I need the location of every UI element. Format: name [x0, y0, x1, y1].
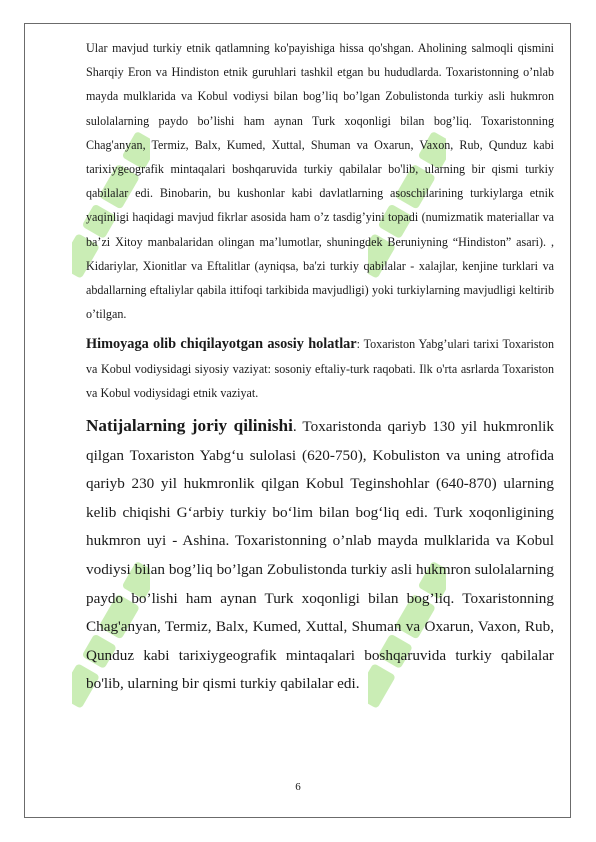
document-body: [86, 36, 554, 699]
paragraph-1: Ular mavjud turkiy etnik qatlamning ko'payishiga hissa qo'shgan. Aholining salmoqli qismini Sharqiy Eron va Hindiston etnik guruhlari tashkil etgan bu hududlarda. Toxaristonning o’nlab mayda mulklarida va Kobul vodiysi bilan bog’liq bo’lgan Zobulistonda turkiy asli hukmron sulolalarning paydo bo’lishi ham aynan Turk xoqonligi bilan bog’liq. Toxaristonning Chag'anyan, Termiz, Balx, Kumed, Xuttal, Shuman va Oxarun, Vaxon, Rub, Qunduz kabi tarixiygeografik mintaqalari boshqaruvida turkiy qabilalar bo'lib, ularning bir qismi turkiy qabilalar edi. Binobarin, bu kushonlar kabi davlatlarning asoschilarining turkiylarga etnik yaqinligi haqidagi mavjud fikrlar asosida ham o’z tasdig’yini topadi (numizmatik materiallar va ba’zi Xitoy manbalaridan olingan ma’lumotlar, shuningdek Beruniyning “Hindiston” asari). , Kidariylar, Xionitlar va Eftalitlar (ayniqsa, ba'zi turkiy qabilalar - xalajlar, kenjine turklari va abdallarning eftaliylar qabila ittifoqi tarkibida mavjudligi) yoki turkiylarning mavjudligi keltirib o’tilgan.: [86, 41, 554, 322]
paragraph-2: [86, 332, 554, 405]
paragraph-2-body: : Toxariston Yabg’ulari tarixi Toxariston va Kobul vodiysidagi siyosiy vaziyat: sosoniy eftaliy-turk raqobati. Ilk o'rta asrlarda Toxariston va Kobul vodiysidagi etnik vaziyat.: [86, 337, 554, 400]
paragraph-2-heading: Himoyaga olib chiqilayotgan asosiy holatlar: [86, 336, 357, 353]
page-number: 6: [295, 781, 301, 793]
paragraph-3: [86, 412, 554, 699]
paragraph-3-heading: Natijalarning joriy qilinishi: [86, 416, 293, 436]
paragraph-3-body: . Toxaristonda qariyb 130 yil hukmronlik qilgan Toxariston Yabg‘u sulolasi (620-750), Kobuliston va uning atrofida qariyb 230 yil hukmronlik qilgan Kobul Teginshohlar (640-870) ularning kelib chiqishi G‘arbiy turkiy bo‘lim bilan bog‘liq edi. Turk xoqonligining hukmron uyi - Ashina. Toxaristonning o’nlab mayda mulklarida va Kobul vodiysi bilan bog’liq bo’lgan Zobulistonda turkiy asli hukmron sulolalarning paydo bo’lishi ham aynan Turk xoqonligi bilan bog’liq. Toxaristonning Chag'anyan, Termiz, Balx, Kumed, Xuttal, Shuman va Oxarun, Vaxon, Rub, Qunduz kabi tarixiygeografik mintaqalari boshqaruvida turkiy qabilalar bo'lib, ularning bir qismi turkiy qabilalar edi.: [86, 418, 554, 693]
